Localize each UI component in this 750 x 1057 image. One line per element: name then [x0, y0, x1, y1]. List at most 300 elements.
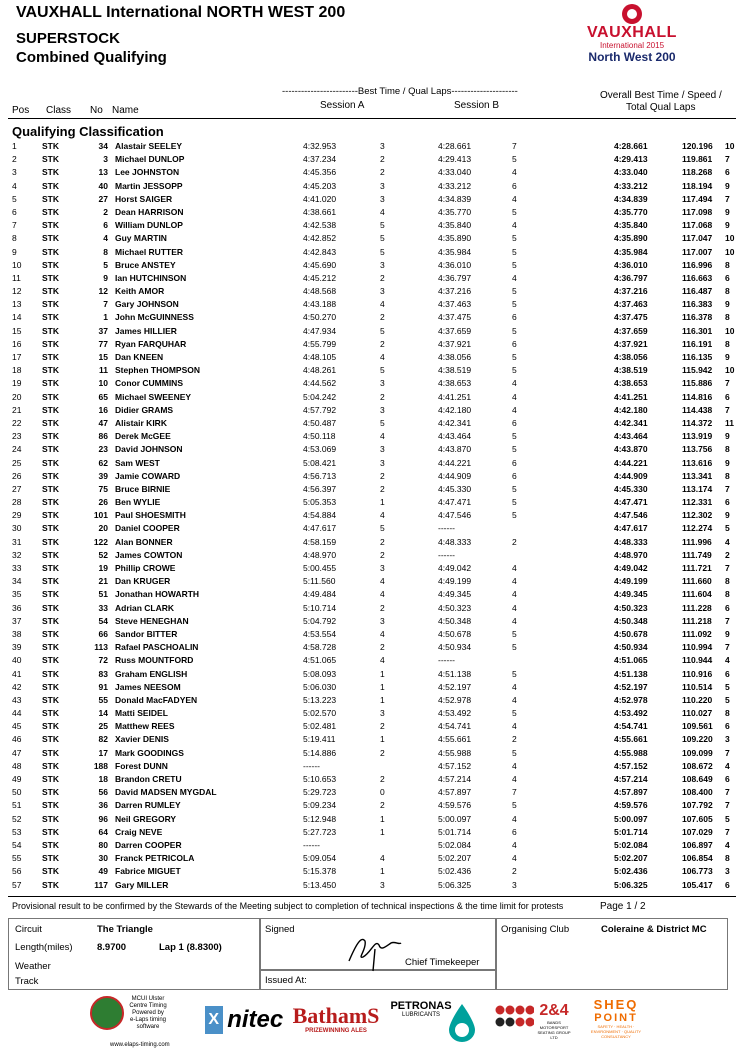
session-a-time-cell: 5:09.054: [303, 853, 337, 864]
total-laps-cell: 7: [725, 193, 730, 204]
bike-number-cell: 80: [98, 839, 108, 850]
speed-cell: 114.372: [682, 417, 713, 428]
class-cell: STK: [42, 536, 59, 547]
total-laps-cell: 4: [725, 655, 730, 666]
position-cell: 9: [12, 246, 17, 257]
class-cell: STK: [42, 602, 59, 613]
class-cell: STK: [42, 826, 59, 837]
session-b-time-cell: 4:49.199: [438, 576, 472, 587]
class-cell: STK: [42, 615, 59, 626]
position-cell: 13: [12, 299, 22, 310]
table-row: [0, 404, 750, 417]
session-a-time-cell: 4:41.020: [303, 193, 337, 204]
position-cell: 24: [12, 444, 22, 455]
total-laps-cell: 7: [725, 378, 730, 389]
overall-header-line2: Total Qual Laps: [626, 102, 696, 113]
total-laps-cell: 7: [725, 404, 730, 415]
session-a-time-cell: 4:56.397: [303, 483, 337, 494]
class-cell: STK: [42, 457, 59, 468]
position-cell: 6: [12, 206, 17, 217]
session-a-time-cell: 4:53.554: [303, 628, 337, 639]
rider-name-cell: Xavier DENIS: [115, 734, 169, 745]
table-row: [0, 773, 750, 786]
session-a-time-cell: 4:48.970: [303, 549, 337, 560]
class-cell: STK: [42, 839, 59, 850]
rider-name-cell: Horst SAIGER: [115, 193, 173, 204]
position-cell: 38: [12, 628, 22, 639]
table-row: [0, 522, 750, 535]
signed-label: Signed: [265, 924, 295, 935]
rider-name-cell: Darren COOPER: [115, 839, 182, 850]
speed-cell: 111.218: [682, 615, 712, 626]
session-b-laps-cell: 5: [512, 800, 517, 811]
total-laps-cell: 6: [725, 167, 730, 178]
table-row: [0, 588, 750, 601]
bike-number-cell: 113: [94, 642, 108, 653]
bike-number-cell: 36: [98, 800, 108, 811]
circuit-value: The Triangle: [97, 924, 153, 935]
table-row: [0, 720, 750, 733]
best-time-cell: 4:54.741: [614, 721, 648, 732]
speed-cell: 114.438: [682, 404, 713, 415]
class-cell: STK: [42, 167, 59, 178]
speed-cell: 113.756: [682, 444, 713, 455]
nitec-x-icon: X: [205, 1006, 223, 1034]
session-a-time-cell: 5:06.030: [303, 681, 337, 692]
session-b-time-cell: 4:52.978: [438, 694, 472, 705]
session-a-laps-cell: 2: [380, 338, 385, 349]
session-a-time-cell: 4:48.261: [303, 365, 337, 376]
table-row: [0, 457, 750, 470]
class-cell: STK: [42, 233, 59, 244]
table-row: [0, 166, 750, 179]
session-b-time-cell: 4:36.010: [438, 259, 472, 270]
speed-cell: 114.816: [682, 391, 713, 402]
best-time-cell: 4:29.413: [614, 154, 648, 165]
best-time-cell: 4:37.216: [614, 286, 648, 297]
best-time-cell: 4:57.897: [614, 787, 648, 798]
session-b-laps-cell: 4: [512, 167, 517, 178]
total-laps-cell: 8: [725, 589, 730, 600]
total-laps-cell: 10: [725, 365, 735, 376]
bike-number-cell: 9: [103, 272, 108, 283]
table-row: [0, 733, 750, 746]
speed-cell: 116.487: [682, 286, 713, 297]
speed-cell: 113.919: [682, 431, 713, 442]
session-b-time-cell: 4:28.661: [438, 141, 472, 151]
speed-cell: 116.191: [682, 338, 713, 349]
speed-cell: 109.561: [682, 721, 713, 732]
class-cell: STK: [42, 470, 59, 481]
session-b-laps-cell: 2: [512, 734, 517, 745]
bike-number-cell: 101: [93, 510, 108, 521]
bathams-sub: PRIZEWINNING ALES: [305, 1028, 367, 1034]
session-a-laps-cell: 2: [380, 800, 385, 811]
session-b-time-cell: 4:41.251: [438, 391, 472, 402]
session-b-laps-cell: 7: [512, 141, 517, 151]
session-b-laps-cell: 5: [512, 299, 517, 310]
speed-cell: 112.331: [682, 497, 713, 508]
session-a-laps-cell: 3: [380, 378, 385, 389]
speed-cell: 106.897: [682, 839, 713, 850]
position-cell: 28: [12, 497, 22, 508]
total-laps-cell: 5: [725, 694, 730, 705]
logo-brand: VAUXHALL: [587, 24, 677, 41]
best-time-cell: 4:38.519: [614, 365, 648, 376]
best-time-cell: 5:02.084: [614, 839, 648, 850]
rider-name-cell: Darren RUMLEY: [115, 800, 181, 811]
best-time-cell: 4:47.471: [614, 497, 648, 508]
position-cell: 42: [12, 681, 22, 692]
timekeeper-signature: [345, 927, 405, 972]
session-a-time-cell: 5:04.792: [303, 615, 337, 626]
two-four-sub: BANDS MOTORSPORT SEATING GROUP LTD: [537, 1020, 571, 1040]
session-b-laps-cell: 5: [512, 642, 517, 653]
session-a-time-cell: 4:56.713: [303, 470, 337, 481]
speed-cell: 111.996: [682, 536, 712, 547]
rider-name-cell: Forest DUNN: [115, 760, 168, 771]
bike-number-cell: 20: [98, 523, 108, 534]
total-laps-cell: 7: [725, 154, 730, 165]
speed-cell: 112.302: [682, 510, 713, 521]
class-cell: STK: [42, 378, 59, 389]
class-cell: STK: [42, 879, 59, 890]
best-time-cell: 5:02.436: [614, 866, 648, 877]
position-cell: 15: [12, 325, 22, 336]
position-cell: 5: [12, 193, 17, 204]
position-cell: 33: [12, 563, 22, 573]
total-laps-cell: 8: [725, 444, 730, 455]
chief-timekeeper-label: Chief Timekeeper: [405, 957, 480, 968]
session-a-laps-cell: 3: [380, 193, 385, 204]
class-cell: STK: [42, 180, 59, 191]
session-b-time-cell: 4:49.345: [438, 589, 472, 600]
rider-name-cell: Sam WEST: [115, 457, 160, 468]
total-laps-cell: 6: [725, 721, 730, 732]
position-cell: 47: [12, 747, 22, 758]
rider-name-cell: Sandor BITTER: [115, 628, 178, 639]
petronas-text: PETRONAS: [390, 1000, 452, 1012]
rider-name-cell: Bruce BIRNIE: [115, 483, 171, 494]
session-b-time-cell: 4:57.152: [438, 760, 472, 771]
speed-cell: 113.174: [682, 483, 713, 494]
total-laps-cell: 9: [725, 352, 730, 362]
rider-name-cell: Conor CUMMINS: [115, 378, 183, 389]
rider-name-cell: David MADSEN MYGDAL: [115, 787, 217, 798]
best-time-cell: 4:36.010: [614, 259, 648, 270]
speed-cell: 116.301: [682, 325, 713, 336]
bike-number-cell: 25: [98, 721, 108, 732]
speed-cell: 110.220: [682, 694, 713, 705]
rider-name-cell: Dean HARRISON: [115, 206, 184, 217]
sheq-point-logo: [584, 998, 648, 1039]
bike-number-cell: 2: [103, 206, 108, 217]
best-time-cell: 4:53.492: [614, 708, 648, 719]
bike-number-cell: 16: [98, 404, 108, 415]
speed-cell: 111.092: [682, 628, 712, 639]
table-row: [0, 377, 750, 390]
session-b-time-cell: 4:51.138: [438, 668, 472, 679]
position-cell: 37: [12, 615, 22, 626]
best-time-cell: 4:55.988: [614, 747, 648, 758]
table-row: [0, 232, 750, 245]
total-laps-cell: 10: [725, 246, 735, 257]
bathams-logo: [286, 1004, 386, 1034]
total-laps-cell: 7: [725, 615, 730, 626]
session-b-time-cell: 5:01.714: [438, 826, 472, 837]
table-row: [0, 364, 750, 377]
session-b-laps-cell: 4: [512, 589, 517, 600]
session-b-laps-cell: 4: [512, 576, 517, 587]
session-b-laps-cell: 5: [512, 325, 517, 336]
two-four-text: 2&4: [539, 1002, 569, 1019]
session-b-laps-cell: 4: [512, 602, 517, 613]
session-b-laps-cell: 5: [512, 747, 517, 758]
session-b-time-cell: ------: [438, 549, 455, 560]
session-a-laps-cell: 2: [380, 549, 385, 560]
session-a-laps-cell: 4: [380, 576, 385, 587]
session-b-laps-cell: 5: [512, 286, 517, 297]
session-a-time-cell: 5:04.242: [303, 391, 337, 402]
session-a-time-cell: 5:14.886: [303, 747, 337, 758]
rider-name-cell: Alistair KIRK: [115, 417, 167, 428]
total-laps-cell: 4: [725, 760, 730, 771]
table-row: [0, 351, 750, 364]
table-row: [0, 628, 750, 641]
position-cell: 2: [12, 154, 17, 165]
table-row: [0, 786, 750, 799]
best-time-cell: 4:51.138: [614, 668, 648, 679]
class-cell: STK: [42, 154, 59, 165]
position-cell: 4: [12, 180, 17, 191]
class-cell: STK: [42, 628, 59, 639]
speed-cell: 105.417: [682, 879, 713, 890]
position-cell: 53: [12, 826, 22, 837]
total-laps-cell: 9: [725, 220, 730, 231]
session-b-laps-cell: 3: [512, 879, 517, 890]
position-cell: 20: [12, 391, 22, 402]
rider-name-cell: Didier GRAMS: [115, 404, 174, 415]
bike-number-cell: 91: [98, 681, 108, 692]
best-time-cell: 4:55.661: [614, 734, 648, 745]
class-cell: STK: [42, 259, 59, 270]
bike-number-cell: 122: [93, 536, 108, 547]
issued-at-label: Issued At:: [265, 975, 307, 986]
best-time-cell: 4:52.978: [614, 694, 648, 705]
session-a-laps-cell: 4: [380, 206, 385, 217]
session-a-time-cell: 4:45.212: [303, 272, 337, 283]
session-a-laps-cell: 2: [380, 747, 385, 758]
session-b-laps-cell: 4: [512, 193, 517, 204]
position-cell: 57: [12, 879, 22, 890]
mcui-timing-logo: [90, 996, 170, 1048]
session-a-laps-cell: 3: [380, 404, 385, 415]
rider-name-cell: Gary JOHNSON: [115, 299, 179, 310]
bike-number-cell: 72: [98, 655, 108, 666]
bike-number-cell: 26: [98, 497, 108, 508]
session-a-laps-cell: 3: [380, 563, 385, 573]
class-cell: STK: [42, 734, 59, 745]
total-laps-cell: 7: [725, 800, 730, 811]
class-cell: STK: [42, 668, 59, 679]
speed-cell: 110.994: [682, 642, 713, 653]
session-b-time-cell: 4:57.214: [438, 774, 472, 784]
class-cell: STK: [42, 193, 59, 204]
table-row: [0, 747, 750, 760]
class-cell: STK: [42, 220, 59, 231]
position-cell: 22: [12, 417, 22, 428]
mcui-line1: MCUI Ulster: [131, 996, 165, 1002]
session-a-time-cell: 4:49.484: [303, 589, 337, 600]
session-a-time-cell: 5:00.455: [303, 563, 337, 573]
session-a-laps-cell: 2: [380, 154, 385, 165]
table-row: [0, 483, 750, 496]
total-laps-cell: 8: [725, 286, 730, 297]
bike-number-cell: 21: [98, 576, 108, 587]
best-time-cell: 4:33.212: [614, 180, 648, 191]
table-row: [0, 325, 750, 338]
best-time-cell: 4:34.839: [614, 193, 648, 204]
session-a-time-cell: 4:42.852: [303, 233, 337, 244]
session-b-time-cell: 4:44.221: [438, 457, 472, 468]
rider-name-cell: Donald MacFADYEN: [115, 694, 198, 705]
rider-name-cell: Matti SEIDEL: [115, 708, 168, 719]
position-cell: 30: [12, 523, 22, 534]
total-laps-cell: 6: [725, 668, 730, 679]
position-cell: 17: [12, 352, 22, 362]
total-laps-cell: 9: [725, 180, 730, 191]
speed-cell: 111.660: [682, 576, 712, 587]
session-b-laps-cell: 5: [512, 510, 517, 521]
session-a-laps-cell: 4: [380, 352, 385, 362]
session-a-laps-cell: 5: [380, 233, 385, 244]
session-b-laps-cell: 5: [512, 628, 517, 639]
bike-number-cell: 6: [103, 220, 108, 231]
bike-number-cell: 5: [103, 259, 108, 270]
total-laps-cell: 7: [725, 826, 730, 837]
rider-name-cell: Guy MARTIN: [115, 233, 167, 244]
speed-cell: 117.068: [682, 220, 713, 231]
session-b-time-cell: 4:37.216: [438, 286, 472, 297]
rider-name-cell: Daniel COOPER: [115, 523, 180, 534]
best-time-cell: 4:59.576: [614, 800, 648, 811]
rider-name-cell: Michael DUNLOP: [115, 154, 185, 165]
position-cell: 44: [12, 708, 22, 719]
session-b-time-cell: 4:42.341: [438, 417, 472, 428]
best-time-cell: 5:01.714: [614, 826, 648, 837]
section-title: Qualifying Classification: [12, 124, 164, 139]
session-a-laps-cell: 4: [380, 299, 385, 310]
class-cell: STK: [42, 325, 59, 336]
position-cell: 21: [12, 404, 22, 415]
table-row: [0, 852, 750, 865]
session-a-time-cell: 5:19.411: [303, 734, 336, 745]
session-b-time-cell: 5:02.084: [438, 839, 472, 850]
rider-name-cell: Steve HENEGHAN: [115, 615, 189, 626]
best-time-cell: 4:37.463: [614, 299, 648, 310]
position-cell: 1: [12, 141, 17, 151]
best-time-cell: 5:02.207: [614, 853, 648, 864]
session-a-time-cell: ------: [303, 839, 320, 850]
position-cell: 27: [12, 483, 22, 494]
rider-name-cell: Ben WYLIE: [115, 497, 161, 508]
best-time-cell: 4:43.464: [614, 431, 648, 442]
session-a-time-cell: 5:12.948: [303, 813, 337, 824]
rider-name-cell: Ian HUTCHINSON: [115, 272, 187, 283]
session-a-laps-cell: 2: [380, 167, 385, 178]
best-time-cell: 4:35.840: [614, 220, 648, 231]
total-laps-cell: 4: [725, 536, 730, 547]
class-cell: STK: [42, 510, 59, 521]
no-header: No: [90, 105, 103, 116]
class-cell: STK: [42, 563, 59, 573]
session-a-time-cell: 5:05.353: [303, 497, 337, 508]
table-row: [0, 140, 750, 153]
overall-header-line1: Overall Best Time / Speed /: [600, 90, 722, 101]
session-a-time-cell: 5:29.723: [303, 787, 337, 798]
session-b-time-cell: 5:00.097: [438, 813, 472, 824]
session-a-time-cell: 4:54.884: [303, 510, 337, 521]
speed-cell: 120.196: [682, 141, 713, 151]
session-a-laps-cell: 3: [380, 259, 385, 270]
mcui-line4: e-Laps timing software: [129, 1017, 167, 1030]
best-time-cell: 4:37.921: [614, 338, 648, 349]
session-a-laps-cell: 1: [380, 734, 385, 745]
best-time-cell: 4:57.152: [614, 760, 648, 771]
session-a-time-cell: 4:50.487: [303, 417, 337, 428]
session-a-time-cell: 5:08.421: [303, 457, 337, 468]
session-b-time-cell: 4:43.464: [438, 431, 472, 442]
table-row: [0, 602, 750, 615]
session-b-time-cell: 4:50.678: [438, 628, 472, 639]
best-time-cell: 5:00.097: [614, 813, 648, 824]
session-b-laps-cell: 5: [512, 708, 517, 719]
position-cell: 19: [12, 378, 22, 389]
session-b-laps-cell: 4: [512, 563, 517, 573]
rider-name-cell: Craig NEVE: [115, 826, 163, 837]
position-cell: 51: [12, 800, 22, 811]
total-laps-cell: 7: [725, 787, 730, 798]
class-cell: STK: [42, 286, 59, 297]
session-b-header: Session B: [454, 100, 500, 111]
bike-number-cell: 40: [98, 180, 108, 191]
bike-number-cell: 39: [98, 470, 108, 481]
classification-table: [0, 140, 750, 892]
best-time-cell: 4:47.546: [614, 510, 648, 521]
session-b-laps-cell: 4: [512, 774, 517, 784]
petronas-drop-icon: [446, 1002, 478, 1042]
bike-number-cell: 7: [103, 299, 108, 310]
bike-number-cell: 34: [98, 141, 108, 151]
total-laps-cell: 6: [725, 879, 730, 890]
position-cell: 12: [12, 286, 22, 297]
rider-name-cell: Michael SWEENEY: [115, 391, 192, 402]
rider-name-cell: Phillip CROWE: [115, 563, 176, 573]
session-b-laps-cell: 4: [512, 681, 517, 692]
session-a-time-cell: 4:45.690: [303, 259, 337, 270]
speed-cell: 118.194: [682, 180, 713, 191]
rider-name-cell: Gary MILLER: [115, 879, 169, 890]
bike-number-cell: 51: [98, 589, 108, 600]
bike-number-cell: 17: [98, 747, 108, 758]
rider-name-cell: Bruce ANSTEY: [115, 259, 176, 270]
session-b-laps-cell: 2: [512, 866, 517, 877]
session-b-laps-cell: 5: [512, 259, 517, 270]
session-b-laps-cell: 4: [512, 694, 517, 705]
best-time-cell: 4:48.970: [614, 549, 648, 560]
speed-cell: 111.721: [682, 563, 712, 573]
session-a-time-cell: 5:27.723: [303, 826, 337, 837]
